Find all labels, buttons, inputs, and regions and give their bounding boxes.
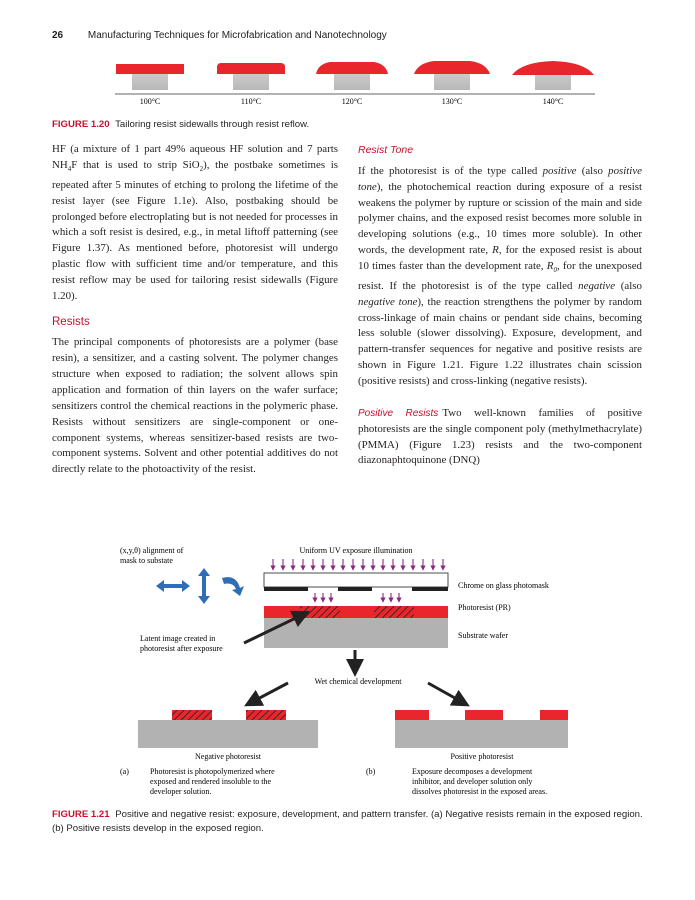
chrome-label: Chrome on glass photomask (458, 581, 549, 590)
temp-label: 130°C (441, 97, 463, 106)
alignment-label: mask to substate (120, 556, 173, 565)
reflow-step-140c (512, 61, 594, 90)
latent-label: photoresist after exposure (140, 644, 223, 653)
temp-label: 100°C (139, 97, 161, 106)
figure-1-21-caption (52, 808, 644, 836)
figure-1-21 (0, 540, 695, 805)
section-heading-resists: Resists (52, 315, 90, 328)
positive-branch-arrow (428, 683, 462, 702)
reflow-step-130c (414, 61, 490, 90)
paragraph: Positive Resists Two well-known families of positive photoresists are the single component poly (methylmethacrylate) (PMMA) (Figure 1.23) resists and the two-component diazonaphtoquinone (DNQ) (358, 406, 642, 467)
left-column (52, 142, 338, 478)
temp-label: 120°C (341, 97, 363, 106)
section-heading-resist-tone: Resist Tone (358, 144, 414, 156)
chrome-pattern (338, 587, 372, 591)
substrate-wafer (264, 618, 448, 648)
paragraph: If the photoresist is of the type called positive (also positive tone), the photochemical reaction during exposure of a resist weakens the polymer by rupture or scission of the main and side polymer chains, and the exposed resist becomes more soluble in developing solutions (e.g., 10 times more soluble). In other words, the development rate, R, for the exposed resist is about 10 times faster than the development rate, $R_0$, for the unexposed resist. If the photoresist is of the type called negative (also negative tone), the reaction strengthens the polymer by random cross-linkage of main chains or pendant side chains, becoming less soluble (slower dissolving). Exposure, development, and pattern-transfer sequences for negative and positive resists are shown in Figure 1.21. Figure 1.22 illustrates chain scission (positive resists) and cross-linking (negative resists). (358, 164, 642, 387)
caption-text: Positive and negative resist: exposure, development, and pattern transfer. (a) Negative resists remain in the exposed region. (b) Positive resists develop in the exposed region. (52, 809, 643, 834)
substrate-label: Substrate wafer (458, 631, 508, 640)
panel-b-description: Exposure decomposes a development (412, 767, 533, 776)
panel-a-description: exposed and rendered insoluble to the (150, 777, 272, 786)
reflow-step-100c (116, 64, 184, 90)
uv-illumination-arrows (273, 559, 443, 568)
caption-text: Tailoring resist sidewalls through resist reflow. (115, 119, 310, 130)
figure-1-20 (0, 0, 695, 112)
temp-label: 140°C (542, 97, 564, 106)
alignment-label: (x,y,θ) alignment of (120, 546, 184, 555)
panel-b-description: dissolves photoresist in the exposed areas. (412, 787, 548, 796)
latent-label: Latent image created in (140, 634, 216, 643)
caption-label: FIGURE 1.20 (52, 119, 110, 130)
book-title: Manufacturing Techniques for Microfabrication and Nanotechnology (87, 30, 387, 41)
wet-development-label: Wet chemical development (314, 677, 402, 686)
panel-tag-b: (b) (366, 767, 376, 776)
glass-photomask (264, 573, 448, 587)
paragraph: HF (a mixture of 1 part 49% aqueous HF solution and 7 parts $NH_4F$ that is used to strip SiO$_2$), the postbake sometimes is repeated after 5 minutes of etching to prolong the lifetime of the resist layer (see Figure 1.1e). Also, postbaking should be prolonged before electroplating but is not needed for processes in which a soft resist is desired, e.g., in metal liftoff patterning (see Figure 1.37). As mentioned before, photoresist will undergo plastic flow with sufficient time and/or temperature, and this resist reflow may be used for tailoring resist sidewalls (Figure 1.20). (52, 143, 338, 302)
panel-a-description: Photoresist is photopolymerized where (150, 767, 275, 776)
reflow-step-110c (217, 63, 285, 90)
panel-a-description: developer solution. (150, 787, 212, 796)
run-in-heading-positive-resists: Positive Resists (358, 407, 439, 419)
photoresist-layer (264, 606, 448, 618)
chrome-pattern (264, 587, 308, 591)
alignment-arrows-icon (156, 568, 244, 604)
transmitted-uv-arrows (315, 593, 399, 600)
latent-image-region (300, 606, 340, 618)
negative-title: Negative photoresist (195, 752, 261, 761)
pr-label: Photoresist (PR) (458, 603, 511, 612)
negative-result (138, 710, 318, 748)
chrome-pattern (412, 587, 448, 591)
panel-b-description: inhibitor, and developer solution only (412, 777, 533, 786)
latent-image-region (374, 606, 414, 618)
reflow-step-120c (316, 62, 388, 90)
positive-result (395, 710, 568, 748)
right-column (358, 142, 642, 469)
positive-title: Positive photoresist (450, 752, 514, 761)
page-number: 26 (52, 30, 64, 41)
temp-label: 110°C (240, 97, 262, 106)
uv-label: Uniform UV exposure illumination (299, 546, 413, 555)
caption-label: FIGURE 1.21 (52, 809, 110, 820)
paragraph: The principal components of photoresists are a polymer (base resin), a sensitizer, and a casting solvent. The polymer changes structure when exposed to radiation; the solvent allows spin application and formation of thin layers on the wafer surface; sensitizers control the chemical reactions in the polymeric phase. Resists without sensitizers are single-component or one-component systems, whereas sensitizer-based resists are two-component systems. Solvent and other potential additives do not directly relate to the photoactivity of the resist. (52, 336, 338, 476)
figure-1-20-caption (52, 118, 652, 132)
panel-tag-a: (a) (120, 767, 129, 776)
negative-branch-arrow (252, 683, 288, 702)
